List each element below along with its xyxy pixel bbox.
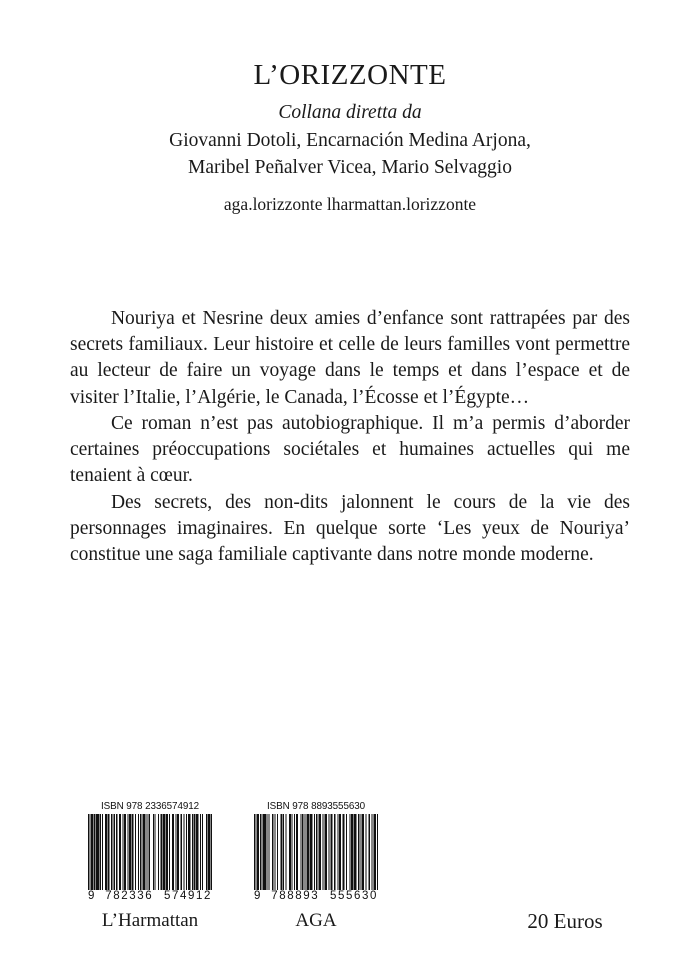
- barcode-image: [254, 814, 378, 890]
- barcode-digit-group-1: 788893: [271, 890, 320, 902]
- series-title: L’ORIZZONTE: [253, 59, 447, 91]
- barcode-digit-group-2: 574912: [164, 890, 212, 902]
- blurb-paragraph-1: Nouriya et Nesrine deux amies d’enfance sont rattrapées par des secrets familiaux. Leur histoire et celle de leurs familles vont permettre au lecteur de faire un voyage dans le temps et dans l’espace et de visiter l’Italie, l’Algérie, le Canada, l’Écosse et l’Égypte…: [70, 308, 630, 408]
- barcode-digits: [254, 890, 378, 903]
- barcode-digit-lead: 9: [254, 890, 261, 902]
- cover-footer: [0, 800, 700, 960]
- publisher-name-aga: AGA: [295, 909, 337, 931]
- series-editors-line-2: Maribel Peñalver Vicea, Mario Selvaggio: [188, 157, 512, 179]
- isbn-label: ISBN 978 2336574912: [100, 800, 200, 812]
- blurb-paragraph-2: Ce roman n’est pas autobiographique. Il m’a permis d’aborder certaines préoccupations sociétales et humaines actuelles qui me tenaient à cœur.: [70, 412, 630, 487]
- barcode-digits: [88, 890, 212, 903]
- barcode-image: [88, 814, 212, 890]
- barcode-block-lharmattan: [88, 800, 212, 931]
- isbn-label: ISBN 978 8893555630: [266, 800, 366, 812]
- barcode-digit-lead: 9: [88, 890, 95, 902]
- blurb-paragraph-3: Des secrets, des non-dits jalonnent le cours de la vie des personnages imaginaires. En quelque sorte ‘Les yeux de Nouriya’ constitue une saga familiale captivante dans notre monde moderne.: [70, 491, 630, 565]
- series-header: [0, 60, 700, 216]
- publisher-name-lharmattan: L’Harmattan: [101, 909, 199, 931]
- blurb-text: [70, 306, 630, 568]
- barcode-digit-group-2: 555630: [330, 890, 378, 902]
- series-editors-line-1: Giovanni Dotoli, Encarnación Medina Arjona,: [169, 130, 531, 152]
- barcode-digit-group-1: 782336: [105, 890, 154, 902]
- series-websites: aga.lorizzonte lharmattan.lorizzonte: [223, 194, 477, 215]
- price-label: 20 Euros: [527, 909, 603, 933]
- barcode-block-aga: [254, 800, 378, 931]
- series-subtitle: Collana diretta da: [278, 101, 422, 123]
